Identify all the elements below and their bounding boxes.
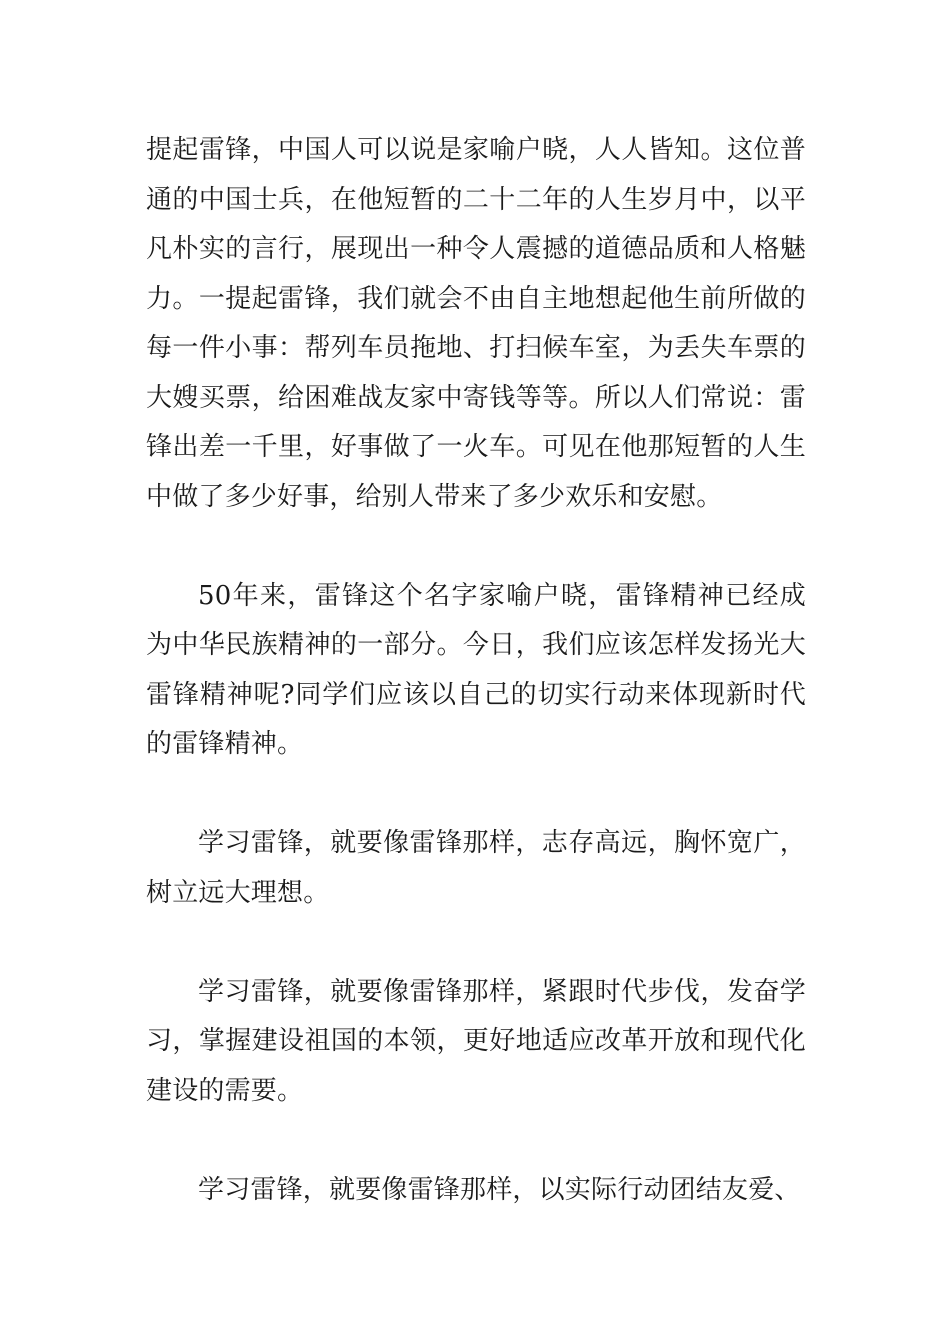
paragraph-spacer xyxy=(146,522,806,572)
document-body xyxy=(146,126,806,1215)
paragraph-intro: 提起雷锋，中国人可以说是家喻户晓，人人皆知。这位普通的中国士兵，在他短暂的二十二年的人生岁月中，以平凡朴实的言行，展现出一种令人震撼的道德品质和人格魅力。一提起雷锋，我们就会不由自主地想起他生前所做的每一件小事：帮列车员拖地、打扫候车室，为丢失车票的大嫂买票，给困难战友家中寄钱等等。所以人们常说：雷锋出差一千里，好事做了一火车。可见在他那短暂的人生中做了多少好事，给别人带来了多少欢乐和安慰。 xyxy=(146,135,806,512)
paragraph-study: 学习雷锋，就要像雷锋那样，紧跟时代步伐，发奋学习，掌握建设祖国的本领，更好地适应改革开放和现代化建设的需要。 xyxy=(146,976,806,1106)
paragraph-unity: 学习雷锋，就要像雷锋那样，以实际行动团结友爱、 xyxy=(198,1174,801,1205)
paragraph-ideals: 学习雷锋，就要像雷锋那样，志存高远，胸怀宽广，树立远大理想。 xyxy=(146,828,806,908)
paragraph-spacer xyxy=(146,770,806,820)
paragraph-spacer xyxy=(146,1116,806,1166)
paragraph-spacer xyxy=(146,918,806,968)
paragraph-fifty-years: 50年来，雷锋这个名字家喻户晓，雷锋精神已经成为中华民族精神的一部分。今日，我们应该怎样发扬光大雷锋精神呢?同学们应该以自己的切实行动来体现新时代的雷锋精神。 xyxy=(146,580,806,759)
